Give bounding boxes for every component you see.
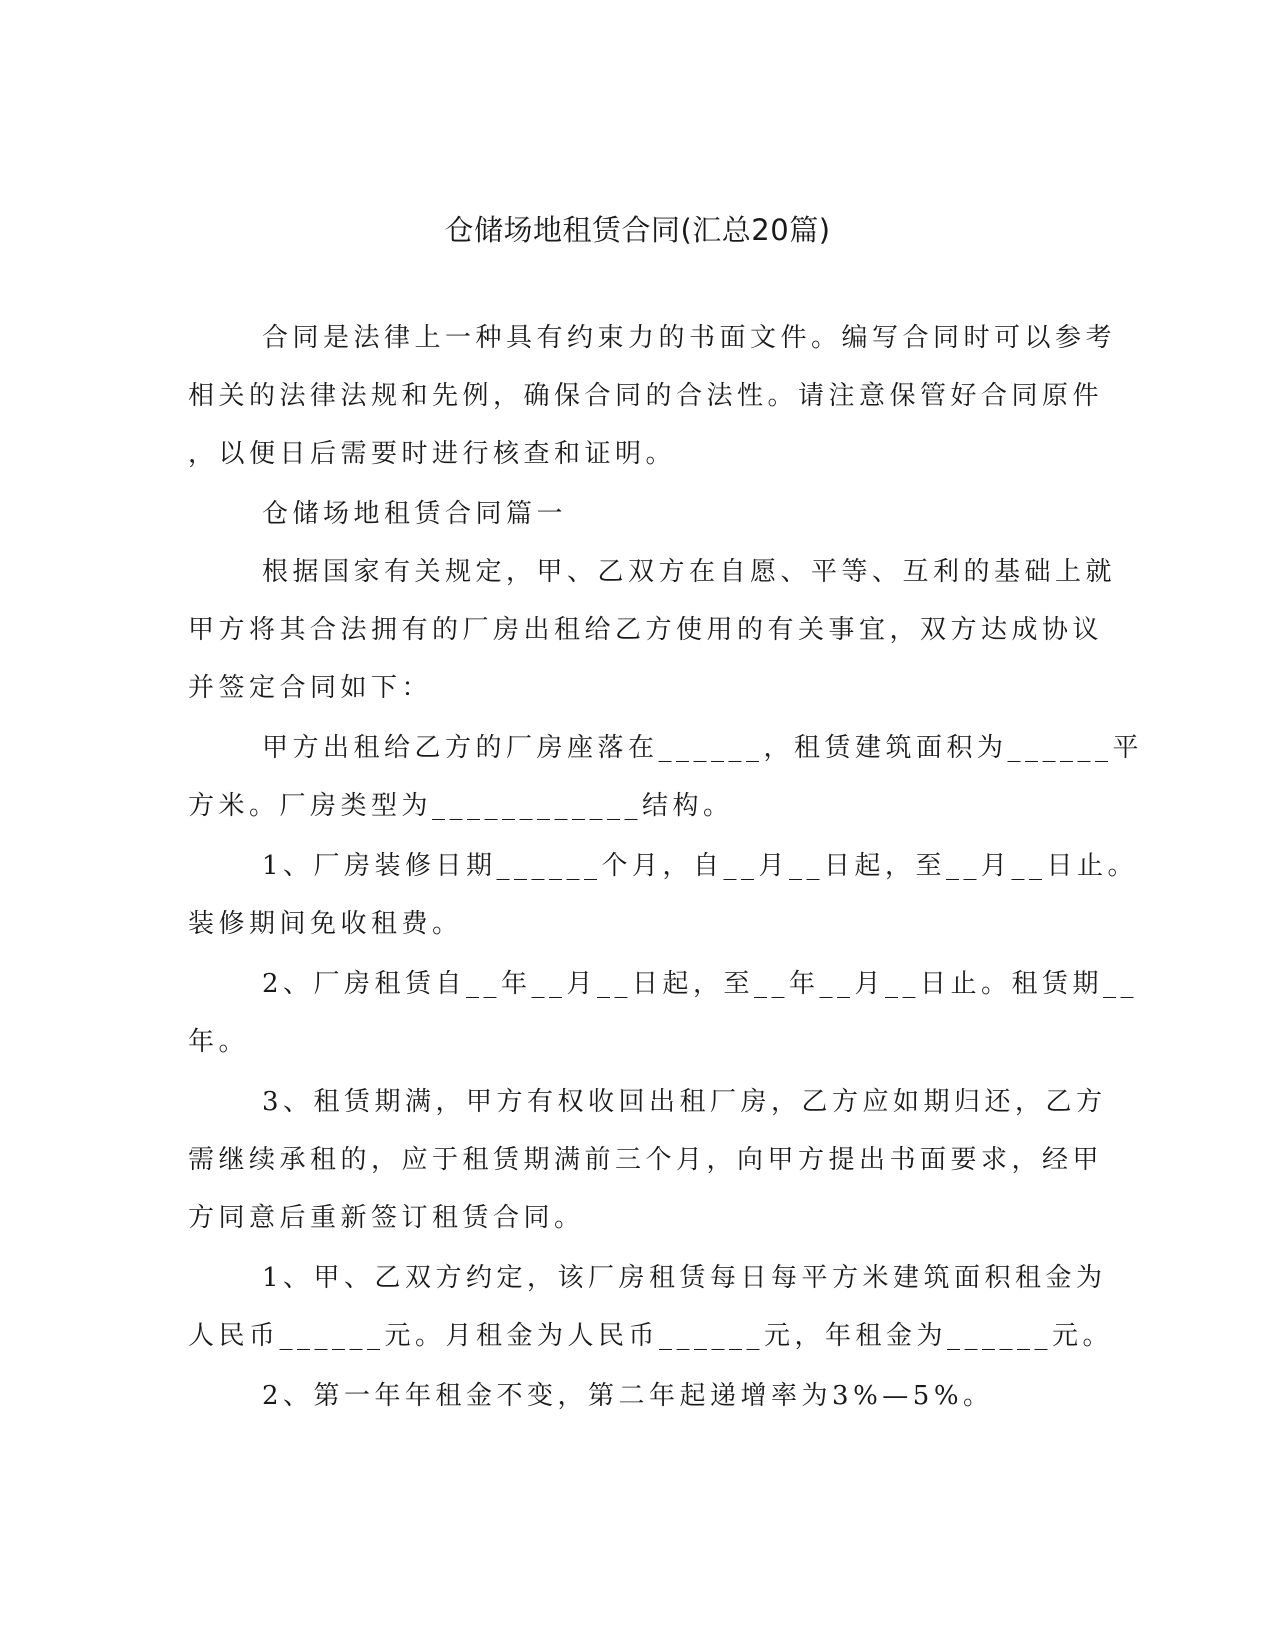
preamble-line-1: 根据国家有关规定，甲、乙双方在自愿、平等、互利的基础上就 <box>262 557 1117 587</box>
premises-line-2: 方米。厂房类型为____________结构。 <box>188 791 734 821</box>
document-title: 仓储场地租赁合同(汇总20篇) <box>444 213 831 247</box>
clause-rent-line-1: 1、甲、乙双方约定，该厂房租赁每日每平方米建筑面积租金为 <box>262 1263 1107 1293</box>
section-heading: 仓储场地租赁合同篇一 <box>262 499 568 529</box>
clause-term-line-2: 年。 <box>188 1027 250 1057</box>
intro-line-2: 相关的法律法规和先例，确保合同的合法性。请注意保管好合同原件 <box>188 381 1104 411</box>
clause-renewal-line-3: 方同意后重新签订租赁合同。 <box>188 1203 585 1233</box>
clause-decoration-line-1: 1、厂房装修日期______个月，自__月__日起，至__月__日止。 <box>262 851 1139 881</box>
preamble-line-3: 并签定合同如下： <box>188 673 433 703</box>
clause-term-line-1: 2、厂房租赁自__年__月__日起，至__年__月__日止。租赁期__ <box>262 969 1139 999</box>
intro-line-3: ，以便日后需要时进行核查和证明。 <box>188 439 677 469</box>
clause-renewal-line-2: 需继续承租的，应于租赁期满前三个月，向甲方提出书面要求，经甲 <box>188 1145 1104 1175</box>
intro-line-1: 合同是法律上一种具有约束力的书面文件。编写合同时可以参考 <box>262 323 1117 353</box>
clause-renewal-line-1: 3、租赁期满，甲方有权收回出租厂房，乙方应如期归还，乙方 <box>262 1087 1107 1117</box>
clause-decoration-line-2: 装修期间免收租费。 <box>188 909 463 939</box>
clause-increase-line: 2、第一年年租金不变，第二年起递增率为3%—5%。 <box>262 1381 994 1411</box>
preamble-line-2: 甲方将其合法拥有的厂房出租给乙方使用的有关事宜，双方达成协议 <box>188 615 1104 645</box>
clause-rent-line-2: 人民币______元。月租金为人民币______元，年租金为______元。 <box>188 1321 1114 1351</box>
premises-line-1: 甲方出租给乙方的厂房座落在______，租赁建筑面积为______平 <box>262 733 1144 763</box>
